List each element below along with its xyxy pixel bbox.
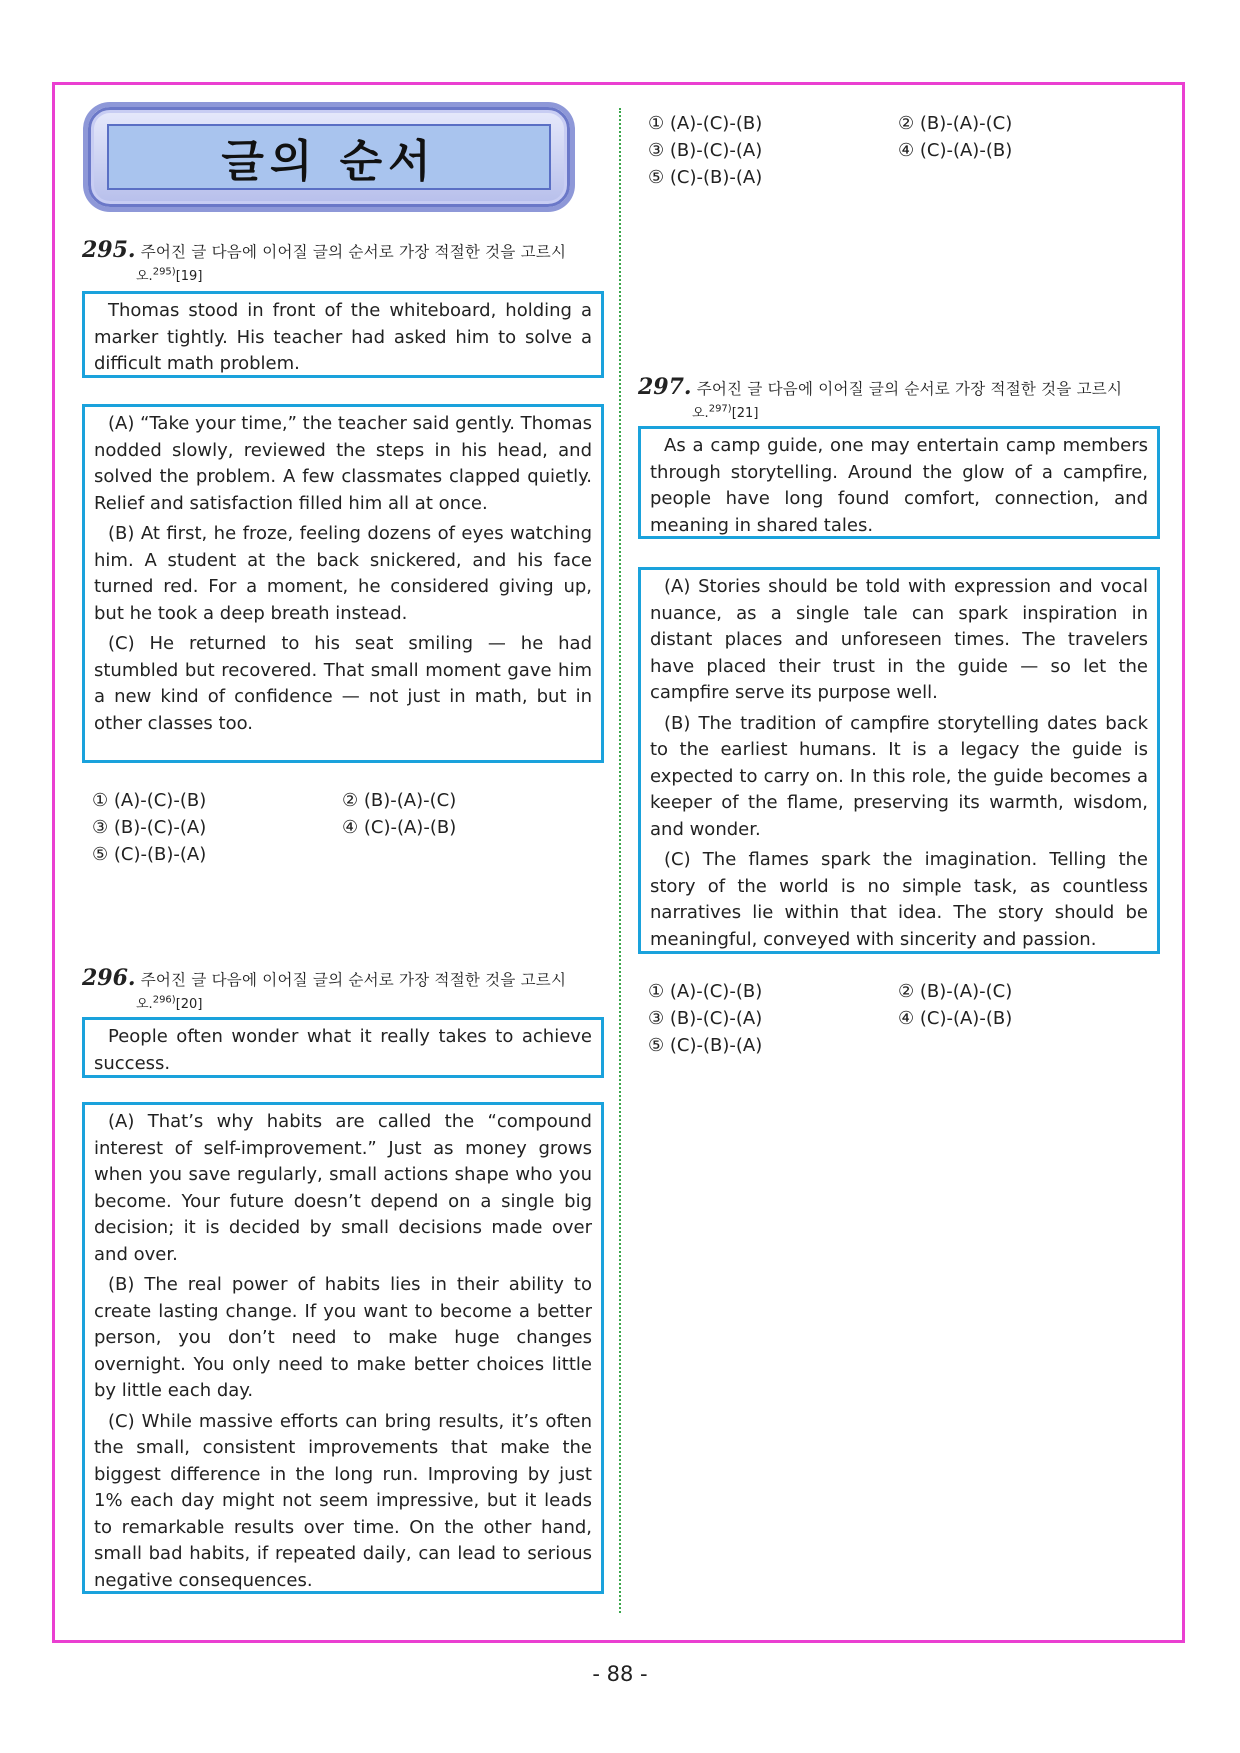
choice-4[interactable]: ④ (C)-(A)-(B) bbox=[342, 817, 457, 838]
question-296-intro-box bbox=[82, 1017, 604, 1078]
choice-2[interactable]: ② (B)-(A)-(C) bbox=[898, 113, 1013, 134]
section-title-banner bbox=[88, 107, 570, 207]
choice-2[interactable]: ② (B)-(A)-(C) bbox=[898, 981, 1013, 1002]
question-295-passage-box bbox=[82, 404, 604, 763]
choice-3[interactable]: ③ (B)-(C)-(A) bbox=[92, 817, 207, 838]
question-297-ref bbox=[692, 402, 758, 421]
passage-part-c: (C) He returned to his seat smiling — he had stumbled but recovered. That small moment gave him a new kind of confidence — not just in math, but in other classes too. bbox=[94, 633, 592, 734]
question-297-header bbox=[638, 374, 1123, 400]
question-number: 296. bbox=[82, 965, 136, 991]
question-295-choices bbox=[92, 787, 602, 868]
question-297-passage-box bbox=[638, 567, 1160, 954]
page-number: - 88 - bbox=[592, 1662, 648, 1686]
choice-5[interactable]: ⑤ (C)-(B)-(A) bbox=[648, 1035, 763, 1056]
question-296-passage-box bbox=[82, 1102, 604, 1594]
question-296-ref bbox=[136, 993, 202, 1012]
passage-part-b: (B) At first, he froze, feeling dozens of eyes watching him. A student at the back snickered, and his face turned red. For a moment, he considered giving up, but he took a deep breath instead. bbox=[94, 523, 592, 624]
source-ref: [19] bbox=[175, 269, 203, 284]
source-ref: [21] bbox=[731, 406, 759, 421]
passage-part-b: (B) The real power of habits lies in their ability to create lasting change. If you want to become a better person, you don’t need to make huge changes overnight. You only need to make better choices little by little each day. bbox=[94, 1274, 592, 1401]
choice-4[interactable]: ④ (C)-(A)-(B) bbox=[898, 1008, 1013, 1029]
prompt-continuation: 오. bbox=[136, 997, 153, 1012]
choice-3[interactable]: ③ (B)-(C)-(A) bbox=[648, 140, 763, 161]
question-number: 297. bbox=[638, 374, 692, 400]
question-prompt: 주어진 글 다음에 이어질 글의 순서로 가장 적절한 것을 고르시 bbox=[140, 243, 567, 261]
question-296-choices bbox=[648, 110, 1158, 191]
question-prompt: 주어진 글 다음에 이어질 글의 순서로 가장 적절한 것을 고르시 bbox=[696, 380, 1123, 398]
section-title: 글의 순서 bbox=[221, 136, 437, 187]
passage-part-a: (A) Stories should be told with expression and vocal nuance, as a single tale can spark inspiration in distant places and unforeseen times. The travelers have placed their trust in the guide — so let the campfire serve its purpose well. bbox=[650, 576, 1148, 703]
question-295-ref bbox=[136, 265, 202, 284]
choice-1[interactable]: ① (A)-(C)-(B) bbox=[648, 981, 763, 1002]
prompt-continuation: 오. bbox=[692, 406, 709, 421]
footnote-ref: 296) bbox=[152, 994, 176, 1006]
passage-part-c: (C) The flames spark the imagination. Telling the story of the world is no simple task, as countless narratives lie within that idea. The story should be meaningful, conveyed with sincerity and passion. bbox=[650, 849, 1148, 950]
question-297-choices bbox=[648, 978, 1158, 1059]
passage-part-a: (A) That’s why habits are called the “compound interest of self-improvement.” Just as money grows when you save regularly, small actions shape who you become. Your future doesn’t depend on a single big decision; it is decided by small decisions made over and over. bbox=[94, 1111, 592, 1265]
section-title-inner bbox=[107, 124, 551, 190]
footnote-ref: 295) bbox=[152, 266, 176, 278]
question-295-intro-box bbox=[82, 291, 604, 378]
intro-text: As a camp guide, one may entertain camp members through storytelling. Around the glow of a campfire, people have long found comfort, connection, and meaning in shared tales. bbox=[650, 435, 1148, 536]
intro-text: People often wonder what it really takes to achieve success. bbox=[94, 1026, 592, 1074]
passage-part-c: (C) While massive efforts can bring results, it’s often the small, consistent improvements that make the biggest difference in the long run. Improving by just 1% each day might not seem impressive, but it leads to remarkable results over time. On the other hand, small bad habits, if repeated daily, can lead to serious negative consequences. bbox=[94, 1410, 592, 1591]
question-295-header bbox=[82, 237, 567, 263]
choice-1[interactable]: ① (A)-(C)-(B) bbox=[92, 790, 207, 811]
question-296-header bbox=[82, 965, 567, 991]
prompt-continuation: 오. bbox=[136, 269, 153, 284]
choice-5[interactable]: ⑤ (C)-(B)-(A) bbox=[648, 167, 763, 188]
question-prompt: 주어진 글 다음에 이어질 글의 순서로 가장 적절한 것을 고르시 bbox=[140, 971, 567, 989]
footnote-ref: 297) bbox=[708, 403, 732, 415]
intro-text: Thomas stood in front of the whiteboard, holding a marker tightly. His teacher had asked him to solve a difficult math problem. bbox=[94, 300, 592, 374]
choice-2[interactable]: ② (B)-(A)-(C) bbox=[342, 790, 457, 811]
choice-4[interactable]: ④ (C)-(A)-(B) bbox=[898, 140, 1013, 161]
passage-part-b: (B) The tradition of campfire storytelling dates back to the earliest humans. It is a legacy the guide is expected to carry on. In this role, the guide becomes a keeper of the flame, preserving its warmth, wisdom, and wonder. bbox=[650, 712, 1148, 840]
question-number: 295. bbox=[82, 237, 136, 263]
choice-1[interactable]: ① (A)-(C)-(B) bbox=[648, 113, 763, 134]
source-ref: [20] bbox=[175, 997, 203, 1012]
passage-part-a: (A) “Take your time,” the teacher said gently. Thomas nodded slowly, reviewed the steps in his head, and solved the problem. A few classmates clapped quietly. Relief and satisfaction filled him all at once. bbox=[94, 413, 592, 514]
choice-3[interactable]: ③ (B)-(C)-(A) bbox=[648, 1008, 763, 1029]
question-297-intro-box bbox=[638, 426, 1160, 539]
choice-5[interactable]: ⑤ (C)-(B)-(A) bbox=[92, 844, 207, 865]
column-divider bbox=[619, 108, 621, 1613]
